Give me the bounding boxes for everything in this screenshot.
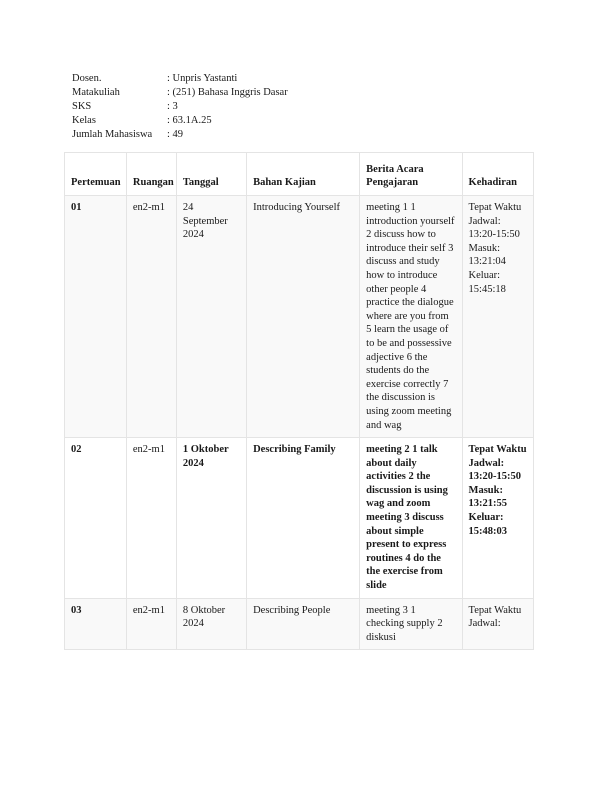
cell-bahan-kajian: Describing Family [247,438,360,599]
cell-pertemuan: 01 [65,196,127,438]
cell-kehadiran: Tepat Waktu Jadwal: 13:20-15:50 Masuk: 13:21:55 Keluar: 15:48:03 [462,438,533,599]
info-row-jumlah [72,128,288,142]
cell-kehadiran: Tepat Waktu Jadwal: 13:20-15:50 Masuk: 13:21:04 Keluar: 15:45:18 [462,196,533,438]
header-ruangan: Ruangan [126,153,176,196]
cell-ruangan: en2-m1 [126,438,176,599]
cell-kehadiran: Tepat Waktu Jadwal: [462,598,533,650]
sks-label: SKS [72,101,92,112]
table-row [65,438,534,599]
cell-ruangan: en2-m1 [126,196,176,438]
matakuliah-label: Matakuliah [72,87,120,98]
header-tanggal: Tanggal [176,153,246,196]
cell-bahan-kajian: Introducing Yourself [247,196,360,438]
info-row-kelas [72,114,288,128]
cell-pertemuan: 03 [65,598,127,650]
dosen-label: Dosen. [72,73,102,84]
table-header-row [65,153,534,196]
cell-bahan-kajian: Describing People [247,598,360,650]
info-row-sks [72,100,288,114]
cell-tanggal: 8 Oktober 2024 [176,598,246,650]
cell-berita-acara: meeting 3 1 checking supply 2 diskusi [360,598,462,650]
header-bahan-kajian: Bahan Kajian [247,153,360,196]
cell-berita-acara: meeting 1 1 introduction yourself 2 discuss how to introduce their self 3 discuss and study how to introduce other people 4 practice the dialogue where are you from 5 learn the usage of to be and possessive adjective 6 the students do the exercise correctly 7 the discussion is using zoom meeting and wag [360,196,462,438]
info-row-matakuliah [72,86,288,100]
attendance-table-container [64,152,534,718]
header-kehadiran: Kehadiran [462,153,533,196]
attendance-table [64,152,534,650]
cell-pertemuan: 02 [65,438,127,599]
jumlah-mahasiswa-label: Jumlah Mahasiswa [72,129,153,140]
matakuliah-value: : (251) Bahasa Inggris Dasar [167,87,288,98]
cell-tanggal: 1 Oktober 2024 [176,438,246,599]
jumlah-mahasiswa-value: : 49 [167,129,184,140]
kelas-label: Kelas [72,115,96,126]
cell-ruangan: en2-m1 [126,598,176,650]
info-row-dosen [72,72,288,86]
cell-berita-acara: meeting 2 1 talk about daily activities 2 the discussion is using wag and zoom meeting 3 discuss about simple present to express routines 4 do the the exercise from slide [360,438,462,599]
cell-tanggal: 24 September 2024 [176,196,246,438]
kelas-value: : 63.1A.25 [167,115,212,126]
header-berita-acara: Berita Acara Pengajaran [360,153,462,196]
header-pertemuan: Pertemuan [65,153,127,196]
table-row [65,598,534,650]
sks-value: : 3 [167,101,178,112]
dosen-value: : Unpris Yastanti [167,73,238,84]
course-info [72,72,288,142]
table-row [65,196,534,438]
